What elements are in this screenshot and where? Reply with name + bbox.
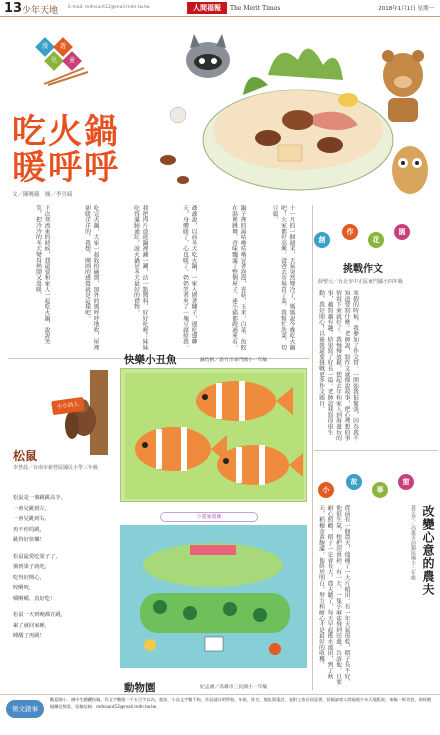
- poem-line: 跳得好快樂！: [13, 537, 45, 543]
- newspaper-logo: 人間福報: [187, 2, 227, 14]
- poem-line: 松鼠最愛吃果子了，: [13, 553, 61, 560]
- tag-circle-4: 園: [394, 224, 410, 240]
- tag-diamond-4: 童: [62, 51, 82, 71]
- art-title-clownfish: 快樂小丑魚: [124, 354, 177, 366]
- article-column: 我把肉片放進鍋裡涮一涮，沾一點醬料，好好吃喔！妹妹吃得滿臉通紅，說火鍋是冬天最好的禮物。: [132, 205, 147, 350]
- footer-rule: [0, 694, 440, 695]
- right-bottom-title: 改變心意的農夫: [421, 505, 435, 596]
- article-column: 鍋子裡的湯咕嚕咕嚕冒著泡泡，香菇、玉米、白菜、魚餃在湯裡跳舞，香味飄滿了整個屋子，連小貓都跑過來看。: [230, 205, 245, 350]
- article-column: 十一月的一個週末，天氣突然變冷了，媽媽說今晚吃火鍋吧！大家都好高興。爸爸去市場買了菜，我幫忙洗菜、切豆腐。: [271, 205, 294, 350]
- poem-line: 一會兒跳到左，: [13, 505, 51, 512]
- poem-author: 李慧晨／台南市新營區國民小學三年級: [13, 465, 99, 471]
- right-top-author: 薛聖元／台北市中正區東門國小四年級: [318, 279, 404, 285]
- poem-line: 吃得好開心，: [13, 574, 45, 581]
- tag-circle-7: 事: [372, 482, 388, 498]
- byline: 文／陳曉薇 圖／李昱綺: [12, 192, 73, 198]
- right-top-article: 寒假的時候，我參加了作文營。一開始我很緊張，因為我不知道要寫什麼。老師說，寫作文就像說故事，把心裡想的事情寫下來就好了。我慢慢放鬆，想起去年和家人到海邊玩的事，越寫越有趣，結果寫了好長一篇。老師誇我寫得很生動，我好開心！以後我還要挑戰更多作文題目。: [317, 290, 358, 441]
- poem-line: 累了就回家睡，: [13, 622, 51, 629]
- column-divider: [312, 205, 313, 690]
- headline-line-2: 暖呼呼: [12, 148, 120, 188]
- tag-circle-5: 小: [318, 482, 334, 498]
- divider: [314, 450, 438, 451]
- poem-body: [13, 493, 113, 642]
- poem-line: 松鼠一天到晚都在跳，: [13, 612, 66, 618]
- tag-circle-2: 作: [342, 224, 358, 240]
- issue-date: 2018年1月1日 星期一: [378, 6, 434, 12]
- tag-diamond-2: 遊: [53, 37, 73, 57]
- article-column: 爺爺說，以前冬天吃火鍋，一家人圍著爐子，邊吃邊聊天，身體暖了，心也暖了。奶奶笑著夾了一塊豆腐給我。: [181, 205, 196, 350]
- poem-title: 松鼠: [13, 449, 38, 463]
- tag-circle-8: 窗: [398, 474, 414, 490]
- main-article: [10, 205, 295, 355]
- article-column: 吃完火鍋，大家一起收拾碗盤，窗外的風呼呼地吹，屋裡卻暖洋洋的。我想，團圓的感覺就是這樣吧。: [83, 205, 98, 350]
- tag-circle-6: 故: [346, 474, 362, 490]
- call-for-submissions-badge: 徵文啟事: [6, 700, 44, 718]
- page-header: [0, 0, 440, 17]
- right-top-title: 挑戰作文: [343, 264, 383, 275]
- poet-badge: 小小詩人: [51, 397, 85, 415]
- art-title-zoo: 動物園: [124, 682, 156, 694]
- footer-notice: 歡迎國小、國中生踴躍投稿，作文字數限一千五百字以內，童詩、小品文字數不拘，作品請註明學校、年級、姓名、地址與電話，並附上家長同意書，投稿請寄人間福報少年天地版收。來稿一經刊登，即致贈稿酬及獎狀。投稿信箱：mdnsunt12@mail.mdn.tw.tw: [50, 697, 432, 709]
- tag-diamond-1: 漫: [35, 37, 55, 57]
- poem-line: 一會兒跳到右，: [13, 516, 51, 522]
- art-credit-clownfish: 蘇怡帆／新竹市東門國小一年級: [200, 358, 268, 363]
- hotpot-illustration: [148, 20, 440, 205]
- headline-line-1: 吃火鍋: [12, 112, 120, 152]
- article-column: 下次寒流來的時候，我還要和家人一起吃火鍋，說說笑笑，把冷冷的冬天變得熱鬧又溫暖。: [34, 205, 49, 345]
- zoo-drawing: [120, 525, 307, 668]
- poem-line: 嚼啊嚼，真好吃！: [13, 595, 56, 602]
- art-gallery-divider: 小畫家畫廊: [160, 512, 258, 522]
- poem-line: 咬啊咬，: [13, 585, 35, 591]
- section-name: 少年天地: [22, 6, 59, 16]
- tag-circle-1: 創: [314, 232, 330, 248]
- chopsticks-icon: [40, 64, 90, 86]
- art-credit-zoo: 紀孟涵／高雄市三民國小一年級: [200, 685, 268, 690]
- poem-line: 撿到果子就吃，: [13, 564, 51, 570]
- poem-line: 松鼠是一個跳跳高手，: [13, 495, 66, 501]
- page-number: 13: [4, 1, 23, 16]
- tag-diamond-3: 兒: [44, 51, 64, 71]
- right-bottom-author: 黃芷芹／高雄市前鎮區國小三年級: [410, 505, 416, 580]
- poem-line: 睡醒了再跳！: [13, 633, 45, 639]
- clownfish-drawing: [120, 368, 307, 502]
- right-bottom-article: 從前有一個農夫，他種了一大片稻田。有一年天氣很乾，稻子長不好，他很生氣，想把田賣掉。有一天，一隻小麻雀飛到田邊，告訴他，只要耐心照顧，稻子一定會長大。農夫聽了，每天早起挑水澆田，到了秋天，稻穗金黃飽滿，他終於明白，努力和耐心才是最好的收穫。: [317, 505, 349, 685]
- site-email: E-mail: mdnsunt12@mail.mdn.tw.tw: [68, 5, 150, 10]
- poem-line: 再不停的跳，: [13, 526, 45, 533]
- tag-circle-3: 花: [368, 232, 384, 248]
- newspaper-english-name: The Merit Times: [230, 5, 281, 12]
